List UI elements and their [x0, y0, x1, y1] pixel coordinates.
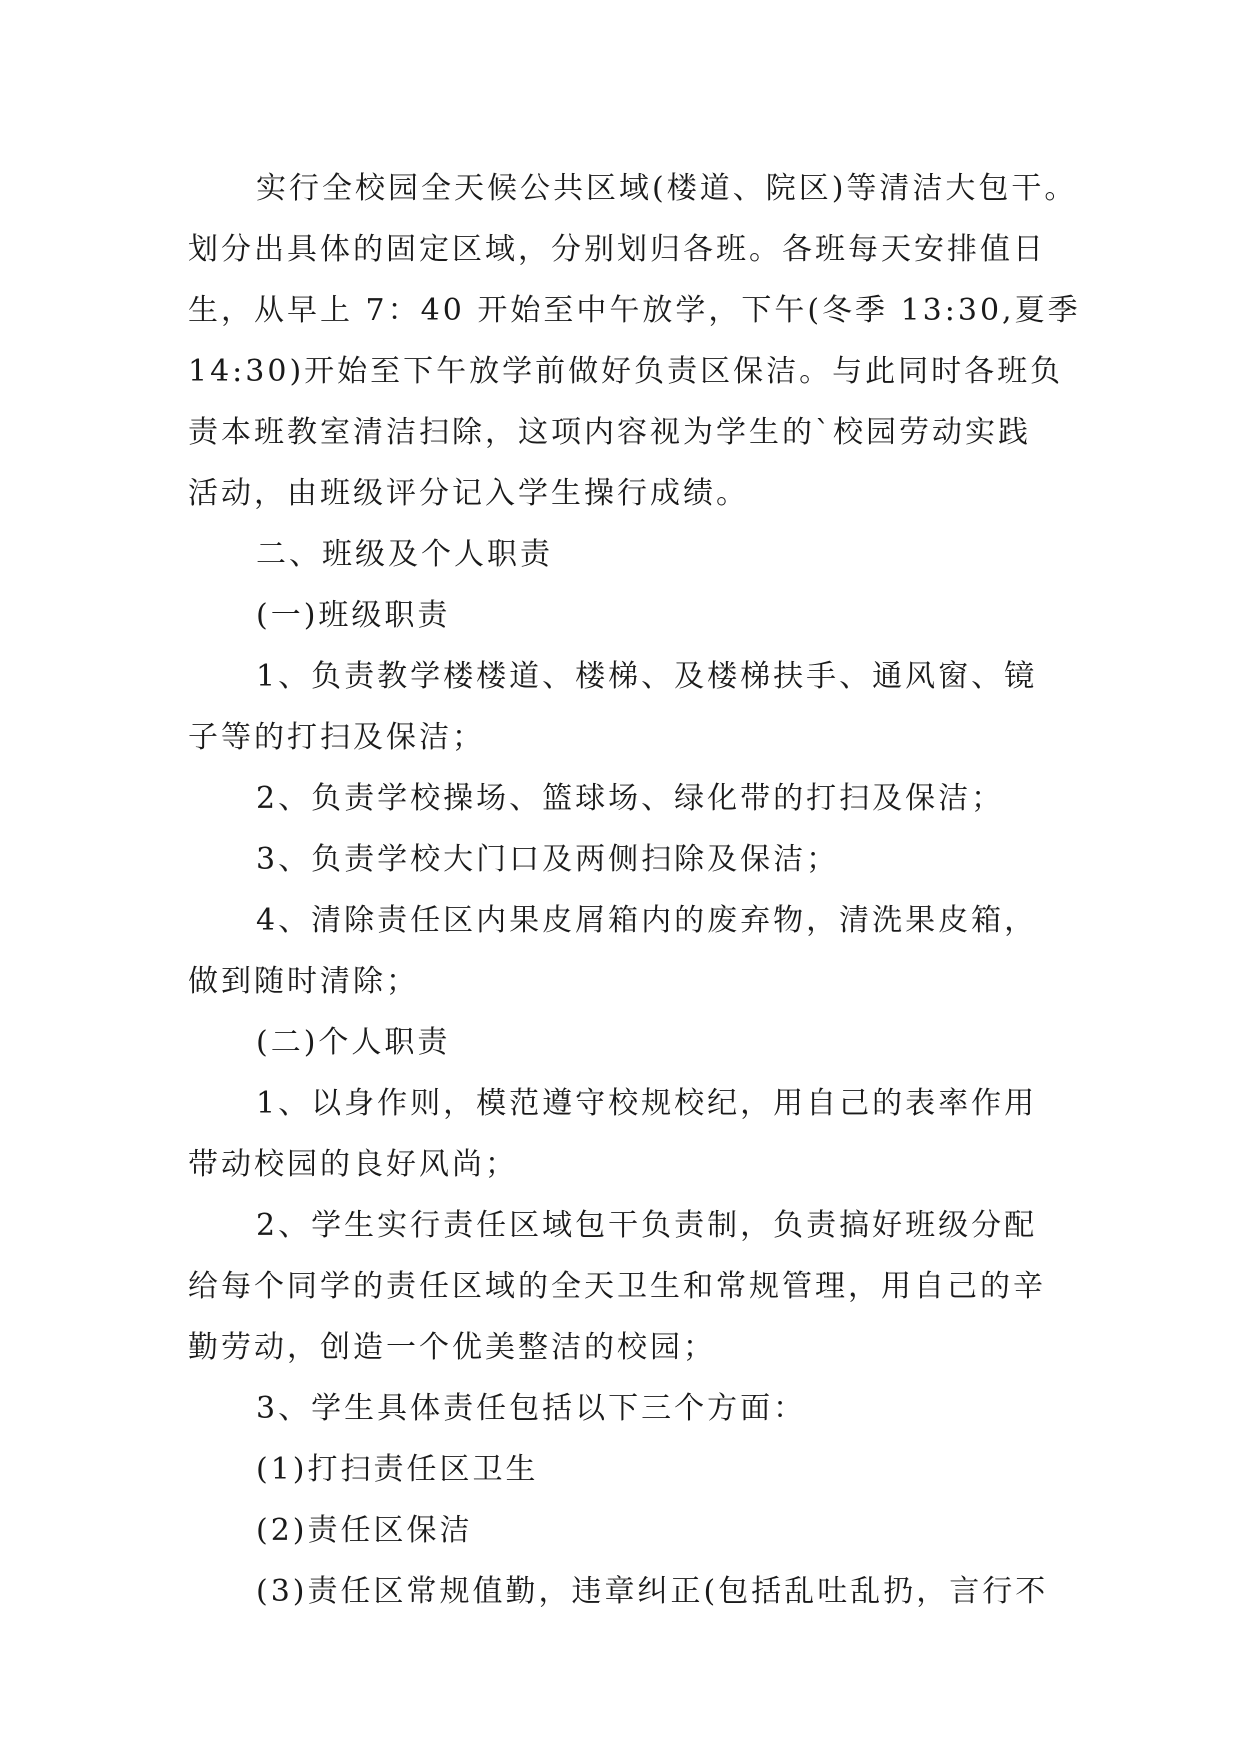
sub-item-2: (2)责任区保洁 [256, 1513, 473, 1548]
text-line: 2、学生实行责任区域包干负责制，负责搞好班级分配 [256, 1208, 1038, 1243]
text-line: 1、负责教学楼楼道、楼梯、及楼梯扶手、通风窗、镜 [256, 659, 1038, 694]
text-line: 子等的打扫及保洁； [188, 720, 485, 755]
subsection-heading-personal-duties: (二)个人职责 [256, 1025, 451, 1060]
list-item-class-duty-4 [188, 890, 1058, 1012]
list-item-class-duty-1 [188, 646, 1058, 768]
list-item-personal-duty-1 [188, 1073, 1058, 1195]
text-line: 实行全校园全天候公共区域(楼道、院区)等清洁大包干。 [256, 171, 1078, 206]
sub-item-1: (1)打扫责任区卫生 [256, 1452, 539, 1487]
subsection-heading-class-duties: (一)班级职责 [256, 598, 451, 633]
text-line: 1、以身作则，模范遵守校规校纪，用自己的表率作用 [256, 1086, 1038, 1121]
text-line: 带动校园的良好风尚； [188, 1147, 518, 1182]
document-body [188, 158, 1081, 1622]
text-line: 划分出具体的固定区域，分别划归各班。各班每天安排值日 [188, 232, 1046, 267]
text-line: 活动，由班级评分记入学生操行成绩。 [188, 476, 749, 511]
text-line: 勤劳动，创造一个优美整洁的校园； [188, 1330, 716, 1365]
paragraph-cleaning-contract [188, 158, 1081, 524]
list-item-personal-duty-3: 3、学生具体责任包括以下三个方面： [256, 1391, 807, 1426]
text-line: 责本班教室清洁扫除，这项内容视为学生的`校园劳动实践 [188, 415, 1031, 450]
sub-item-3: (3)责任区常规值勤，违章纠正(包括乱吐乱扔，言行不 [256, 1574, 1049, 1609]
section-heading-responsibilities: 二、班级及个人职责 [256, 537, 553, 572]
text-line: 做到随时清除； [188, 964, 419, 999]
text-line: 给每个同学的责任区域的全天卫生和常规管理，用自己的辛 [188, 1269, 1046, 1304]
text-line: 4、清除责任区内果皮屑箱内的废弃物，清洗果皮箱， [256, 903, 1038, 938]
text-line: 生，从早上 7：40 开始至中午放学，下午(冬季 13:30,夏季 [188, 293, 1081, 328]
list-item-personal-duty-2 [188, 1195, 1058, 1378]
text-line: 14:30)开始至下午放学前做好负责区保洁。与此同时各班负 [188, 354, 1064, 389]
list-item-class-duty-3: 3、负责学校大门口及两侧扫除及保洁； [256, 842, 840, 877]
list-item-class-duty-2: 2、负责学校操场、篮球场、绿化带的打扫及保洁； [256, 781, 1005, 816]
